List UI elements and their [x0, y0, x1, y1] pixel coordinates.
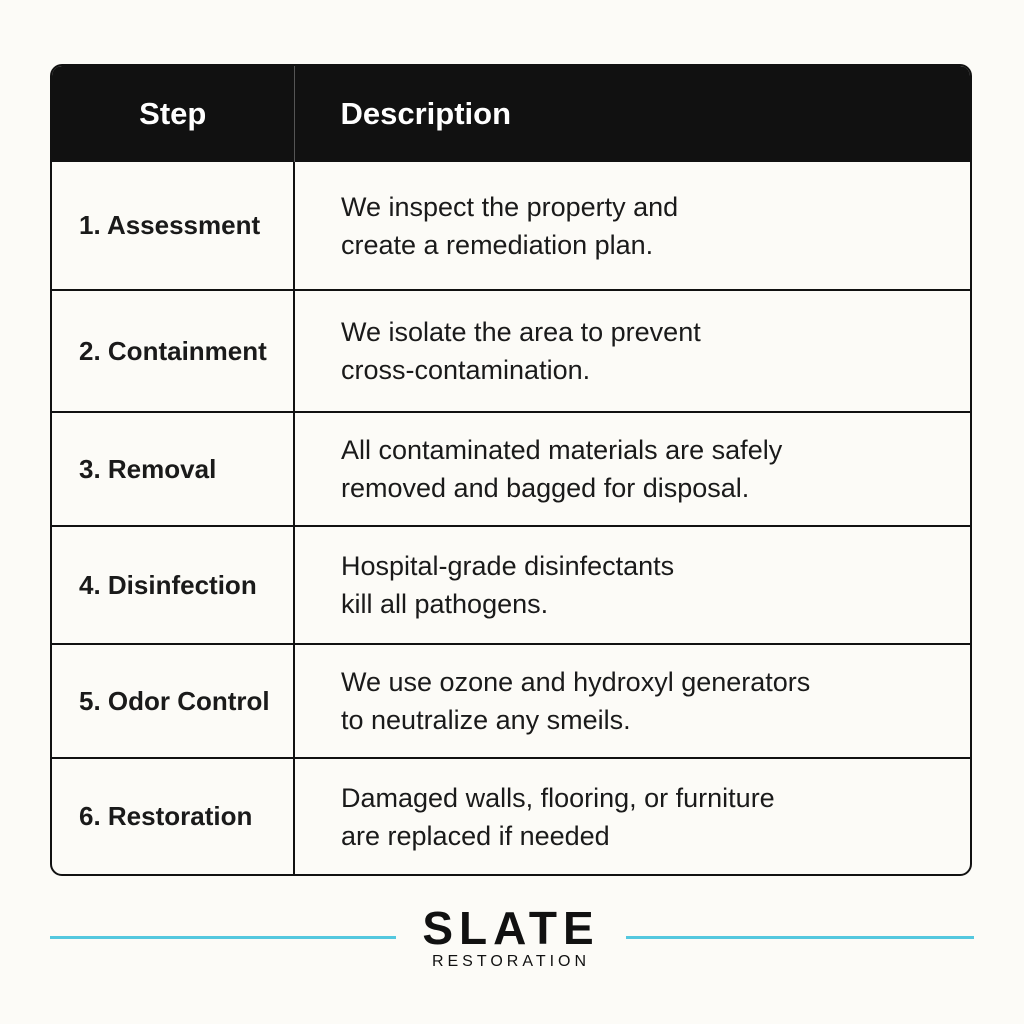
brand-rule-right [626, 936, 974, 939]
step-cell: 6. Restoration [52, 758, 294, 874]
description-line: We inspect the property and [341, 191, 679, 222]
table-row [52, 644, 970, 758]
step-cell: 1. Assessment [52, 162, 294, 290]
step-column-header: Step [52, 66, 294, 162]
description-cell [294, 162, 970, 290]
step-cell: 4. Disinfection [52, 526, 294, 644]
description-cell [294, 758, 970, 874]
step-cell: 2. Containment [52, 290, 294, 412]
description-column-header: Description [294, 66, 970, 162]
description-line: All contaminated materials are safely [341, 435, 783, 465]
description-cell [294, 644, 970, 758]
brand-tagline: RESTORATION [431, 953, 591, 970]
process-table [52, 66, 970, 874]
brand-logo [0, 900, 1024, 980]
description-line: create a remediation plan. [341, 229, 654, 260]
description-line: kill all pathogens. [341, 589, 549, 619]
table-row [52, 290, 970, 412]
table-row [52, 412, 970, 526]
step-cell: 3. Removal [52, 412, 294, 526]
description-cell [294, 290, 970, 412]
description-line: Hospital-grade disinfectants [341, 551, 675, 581]
description-line: removed and bagged for disposal. [341, 473, 750, 503]
table-row [52, 526, 970, 644]
table-header-row [52, 66, 970, 162]
description-line: are replaced if needed [341, 820, 610, 851]
brand-rule-left [50, 936, 396, 939]
table-row [52, 162, 970, 290]
step-cell: 5. Odor Control [52, 644, 294, 758]
description-line: We use ozone and hydroxyl generators [341, 667, 811, 697]
description-cell [294, 526, 970, 644]
table-row [52, 758, 970, 874]
description-line: cross-contamination. [341, 355, 591, 385]
brand-name: SLATE [422, 902, 600, 954]
process-table-card [50, 64, 972, 876]
description-line: Damaged walls, flooring, or furniture [341, 782, 775, 813]
description-cell [294, 412, 970, 526]
description-line: to neutralize any smeils. [341, 705, 631, 735]
description-line: We isolate the area to prevent [341, 317, 701, 347]
